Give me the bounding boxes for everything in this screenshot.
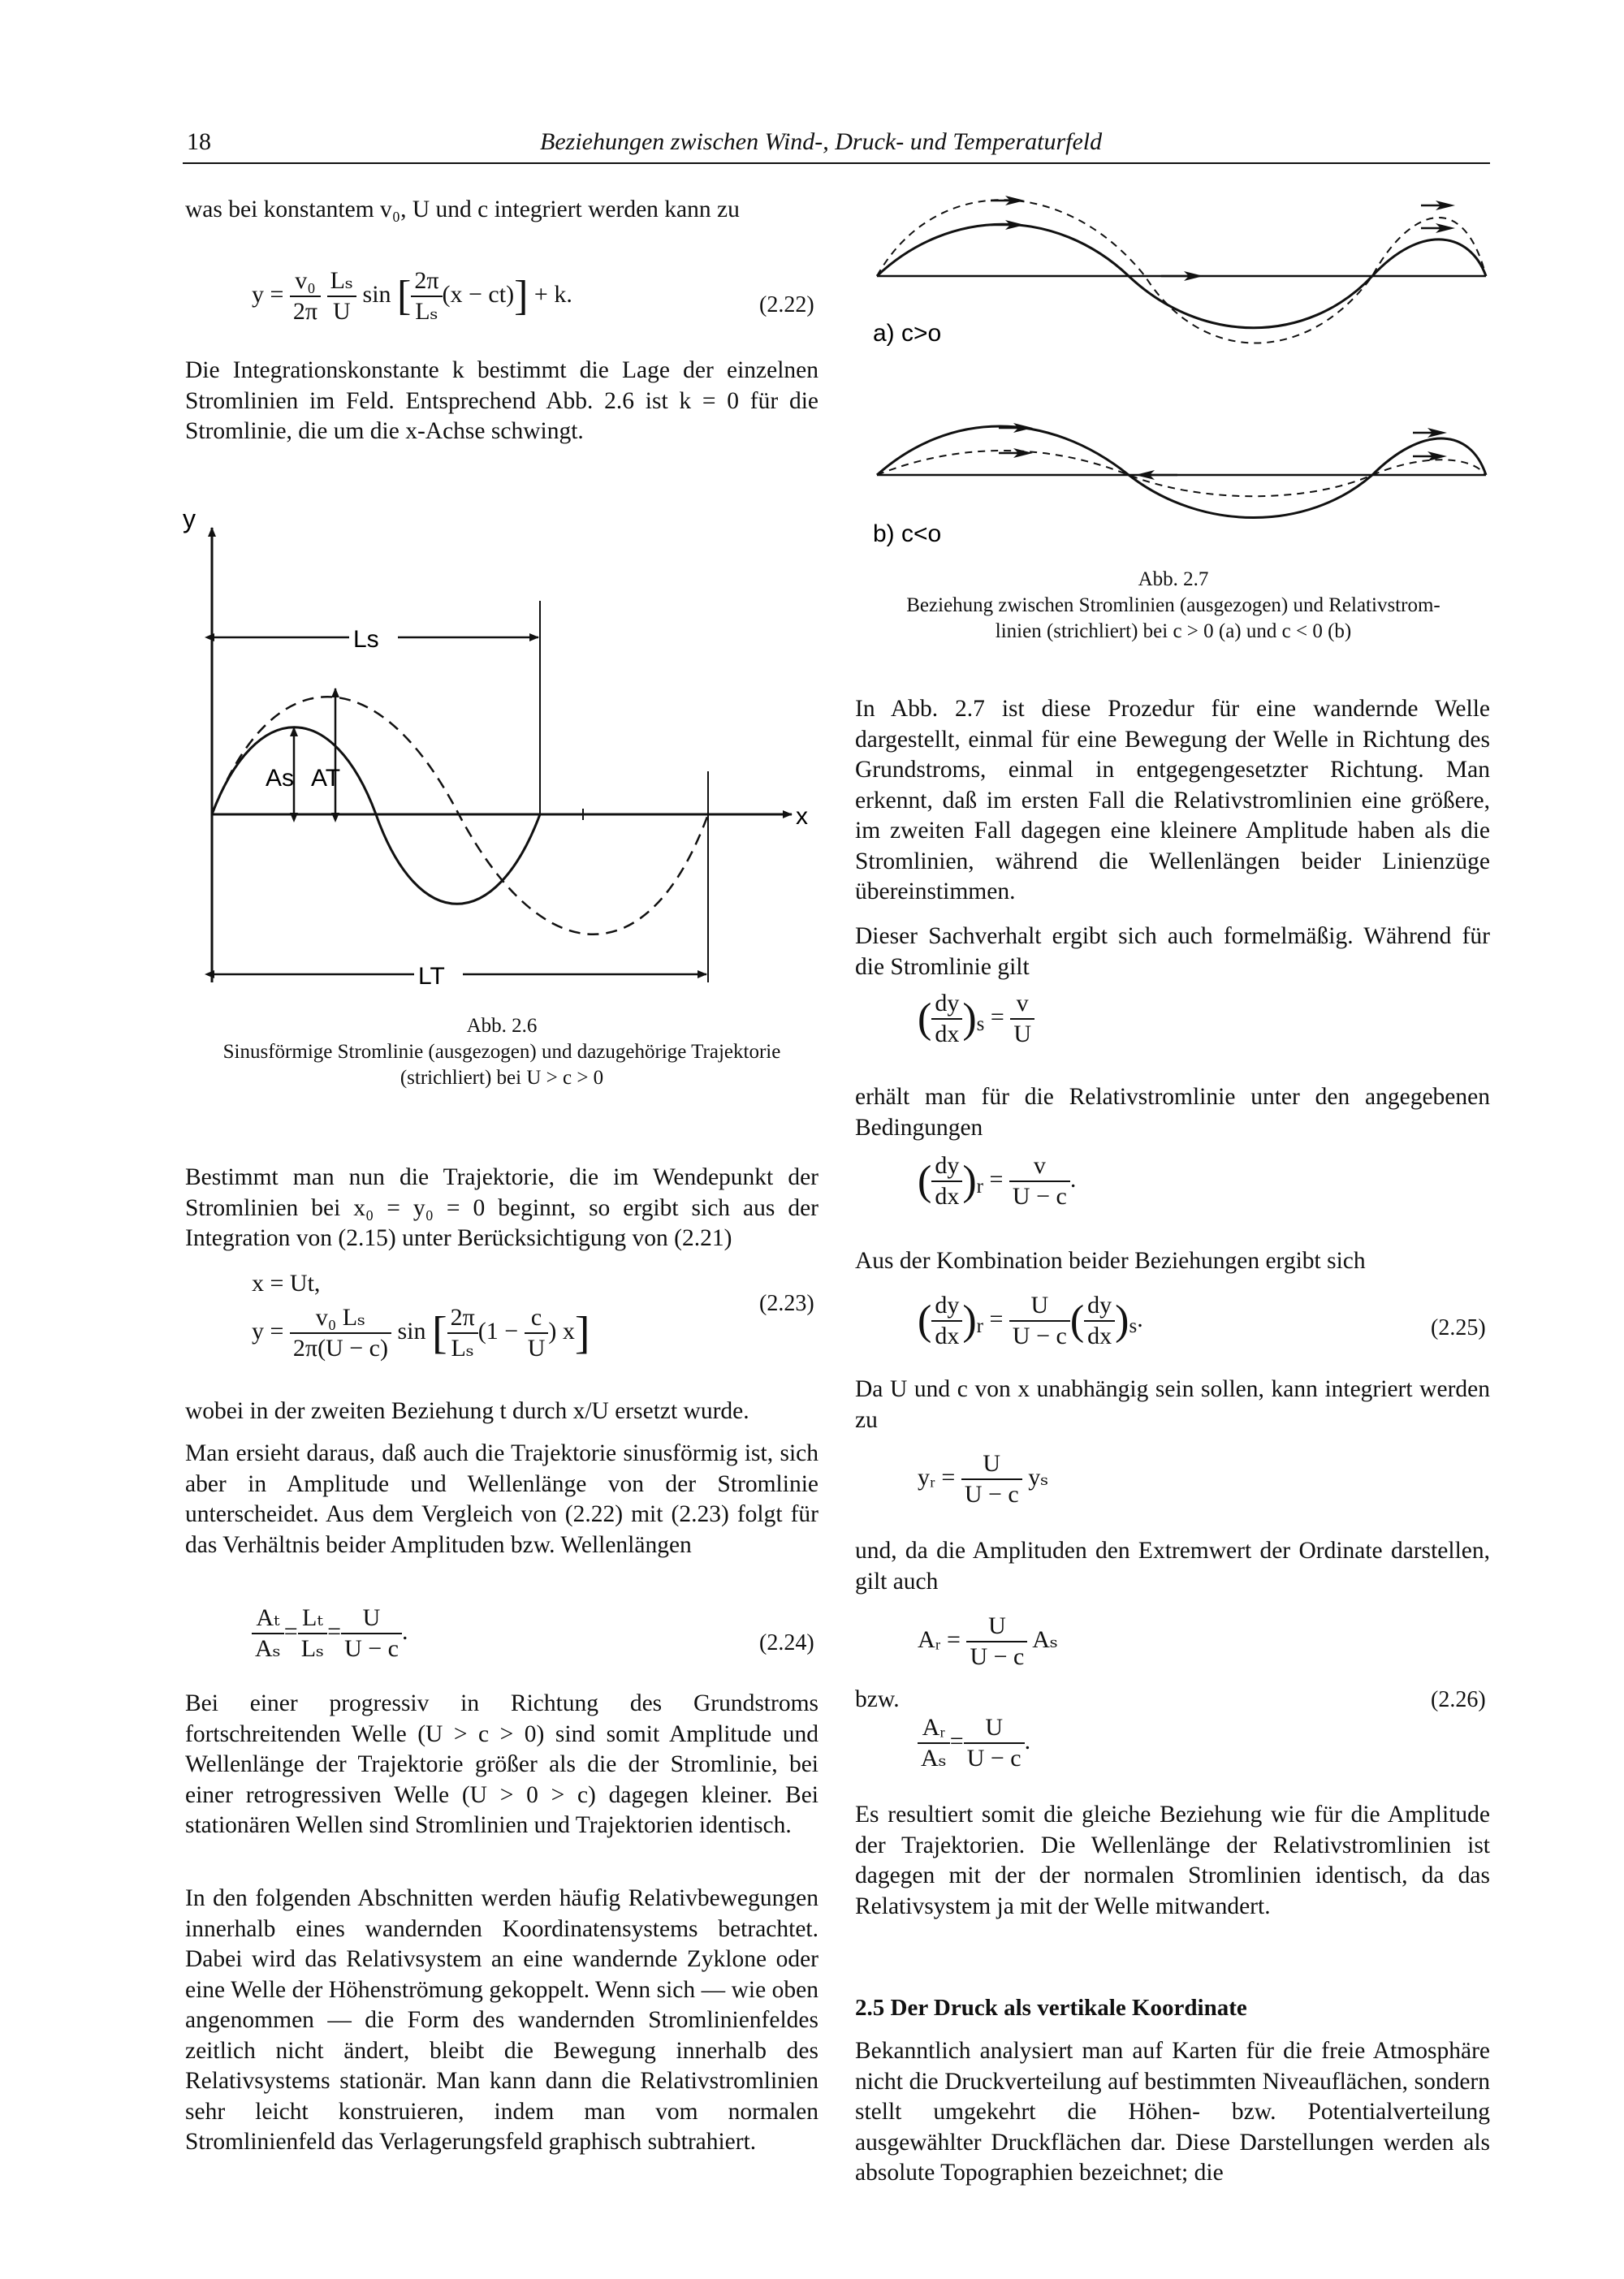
panel-b-relative-streamline [877,451,1486,496]
eq-2-22-bracket-frac: $\frac{2\pi}{\text{Lₛ}}$ [411,266,442,326]
right-paragraph-8: Bekanntlich analysiert man auf Karten für die freie Atmosphäre nicht die Druckverteilung auf bestimmten Niveauflächen, sondern stellt umgekehrt die Höhen- bzw. Potentialverteilung ausgewählter Druckflächen dar. Diese Darstellungen werden als absolute Topographien bezeichnet; die [855,2038,1490,2186]
at-label: AT [311,765,341,792]
fig27-caption-title: Abb. 2.7 [1138,568,1209,590]
panel-b-streamline [877,426,1486,518]
eq-2-23-sin: sin [397,1317,426,1345]
eq-number-2-26: (2.26) [1431,1687,1486,1712]
eq-2-23-paren-open: (1 − [477,1317,519,1345]
panel-a-relative-streamline [877,200,1486,343]
eq-2-22-sin: sin [362,280,391,308]
eq-number-2-23: (2.23) [759,1291,814,1316]
figure-2-6 [166,495,832,991]
equation-relative: ( $\frac{dy}{dx}$ )$_r$ = $\frac{v}{U - c}$ . [918,1152,1077,1210]
eq-number-2-25: (2.25) [1431,1315,1486,1340]
eq-number-2-22: (2.22) [759,292,814,317]
equation-stream: ( $\frac{dy}{dx}$ )$_s$ = $\frac{v}{U}$ [918,989,1034,1062]
right-paragraph-2: Dieser Sachverhalt ergibt sich auch formelmäßig. Während für die Stromlinie gilt [855,923,1490,980]
eq-2-22-bracket-rest: (x − ct) [442,280,515,308]
eq-2-23-paren-close: ) x [548,1317,575,1345]
left-paragraph-2: Die Integrationskonstante k bestimmt die Lage der einzelnen Stromlinien im Feld. Entsprechend Abb. 2.6 ist k = 0 für die Stromlinie, die um die x-Achse schwingt. [185,357,818,444]
right-paragraph-7: Es resultiert somit die gleiche Beziehung wie für die Amplitude der Trajektorien. Die Wellenlänge der Relativstromlinien ist dagegen mit der der normalen Stromlinien identisch, da das Relativsystem ja mit der Welle mitwandert. [855,1802,1490,1919]
as-label: As [266,765,295,792]
y-axis-label: y [183,504,196,533]
fig27-caption-line2: linien (strichliert) bei c > 0 (a) und c < 0 (b) [995,620,1352,642]
equation-2-23: y = $\frac{\text{v₀ Lₛ}}{2\pi(U - c)}$ sin [ $\frac{2\pi}{\text{Lₛ}}$ (1 − $\frac{c}{U}$ ) x] [252,1304,590,1362]
equation-2-22: y = $\frac{\text{v₀}}{2\pi}$ $\frac{\text{Lₛ}}{U}$ sin [ $\frac{2\pi}{\text{Lₛ}}$ (x − ct)] + k. [252,267,572,325]
x-axis-label: x [796,803,808,830]
eq-2-22-lhs: y = [252,280,284,308]
ls-label: Ls [353,626,379,653]
panel-a-label: a) c>o [873,320,942,347]
eq-2-23-lhs: y = [252,1317,284,1345]
right-paragraph-4: Aus der Kombination beider Beziehungen ergibt sich [855,1248,1366,1274]
right-paragraph-5: Da U und c von x unabhängig sein sollen, kann integriert werden zu [855,1376,1490,1433]
header-rule [183,162,1490,164]
bzw-text: bzw. [855,1686,900,1712]
fig26-caption-line2: (strichliert) bei U > c > 0 [400,1067,604,1089]
eq-2-22-frac2: $\frac{\text{Lₛ}}{U}$ [327,266,356,326]
eq-2-24-frac2: $\frac{\text{Lₜ}}{\text{Lₛ}}$ [298,1604,327,1664]
left-paragraph-6: Bei einer progressiv in Richtung des Grundstroms fortschreitenden Welle (U > c > 0) sind somit Amplitude und Wellenlänge der Trajektorie größer als die der Stromlinie, bei einer retrogressiven Welle (U > 0 > c) dagegen kleiner. Bei stationären Wellen sind Stromlinien und Trajektorien identisch. [185,1690,818,1838]
eq-2-23-line1: x = Ut, [252,1270,321,1297]
left-paragraph-3: Bestimmt man nun die Trajektorie, die im Wendepunkt der Stromlinien bei x₀ = y₀ = 0 beginnt, so ergibt sich aus der Integration von (2.15) unter Berücksichtigung von (2.21) [185,1164,818,1251]
section-heading: 2.5 Der Druck als vertikale Koordinate [855,1995,1247,2021]
equation-yr: yᵣ = $\frac{U}{U - c}$ yₛ [918,1450,1049,1508]
left-paragraph-7: In den folgenden Abschnitten werden häufig Relativbewegungen innerhalb eines wandernden Koordinatensystems betrachtet. Dabei wird das Relativsystem an eine wandernde Zyklone oder eine Welle der Höhenströmung gekoppelt. Wenn sich — wie oben angenommen — die Form des wandernden Stromlinienfeldes zeitlich nicht ändert, bleibt die Bewegung innerhalb des Relativsystems stationär. Man kann dann die Relativstromlinien sehr leicht konstruieren, indem man vom normalen Stromlinienfeld das Verlagerungsfeld graphisch subtrahiert. [185,1885,818,2155]
eq-number-2-24: (2.24) [759,1630,814,1655]
right-paragraph-1: In Abb. 2.7 ist diese Prozedur für eine wandernde Welle dargestellt, einmal für eine Bewegung der Welle in Richtung des Grundstroms, einmal in entgegengesetzter Richtung. Man erkennt, daß im ersten Fall die Relativstromlinien eine größere, im zweiten Fall dagegen eine kleinere Amplitude haben als die Stromlinien, während die Wellenlängen beider Linienzüge übereinstimmen. [855,696,1490,904]
left-paragraph-5: Man ersieht daraus, daß auch die Trajektorie sinusförmig ist, sich aber in Amplitude und Wellenlänge von der Stromlinie unterscheidet. Aus dem Vergleich von (2.22) mit (2.23) folgt für das Verhältnis beider Amplituden bzw. Wellenlängen [185,1440,818,1558]
lt-label: LT [418,963,445,990]
equation-2-24: $\frac{\text{Aₜ}}{\text{Aₛ}}$ = $\frac{\text{Lₜ}}{\text{Lₛ}}$ = $\frac{U}{U - c}$ . [252,1604,739,1677]
page-number: 18 [187,128,211,155]
eq-2-24-frac1: $\frac{\text{Aₜ}}{\text{Aₛ}}$ [252,1604,284,1664]
equation-ar: Aᵣ = $\frac{U}{U - c}$ Aₛ [918,1612,1059,1670]
equation-2-25: ( $\frac{dy}{dx}$ )$_r$ = $\frac{U}{U - c}$ ( $\frac{dy}{dx}$ )$_s$. [918,1292,1143,1349]
fig26-caption-title: Abb. 2.6 [466,1015,538,1037]
eq-2-24-frac3: $\frac{U}{U - c}$ [341,1604,402,1664]
left-paragraph-1: was bei konstantem v₀, U und c integriert werden kann zu [185,196,740,222]
eq-2-23-frac: $\frac{\text{v₀ Lₛ}}{2\pi(U - c)}$ [290,1303,391,1363]
eq-2-22-frac1: $\frac{\text{v₀}}{2\pi}$ [290,266,321,326]
equation-2-26: $\frac{\text{Aᵣ}}{\text{Aₛ}}$ = $\frac{U}{U - c}$ . [918,1713,1030,1786]
eq-2-22-tail: + k. [533,280,572,308]
eq-2-23-inner-frac: $\frac{2\pi}{\text{Lₛ}}$ [447,1303,478,1363]
fig27-caption-line1: Beziehung zwischen Stromlinien (ausgezogen) und Relativstrom- [906,594,1440,616]
figure-2-7 [853,183,1502,564]
running-title: Beziehungen zwischen Wind-, Druck- und Temperaturfeld [540,128,1103,155]
fig26-caption-line1: Sinusförmige Stromlinie (ausgezogen) und dazugehörige Trajektorie [222,1041,781,1063]
left-paragraph-4: wobei in der zweiten Beziehung t durch x/U ersetzt wurde. [185,1398,749,1424]
eq-2-23-c-frac: $\frac{c}{U}$ [525,1303,549,1363]
right-paragraph-3: erhält man für die Relativstromlinie unter den angegebenen Bedingungen [855,1084,1490,1141]
right-paragraph-6: und, da die Amplituden den Extremwert der Ordinate darstellen, gilt auch [855,1538,1490,1595]
panel-b-label: b) c<o [873,520,942,547]
